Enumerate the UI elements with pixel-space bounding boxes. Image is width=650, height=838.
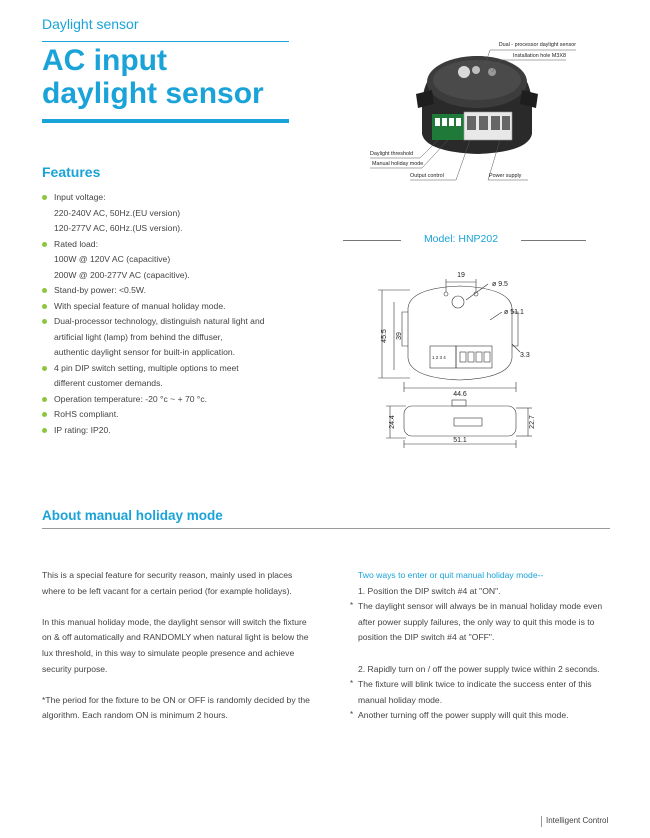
dim-51-1-bottom: 51.1 [453, 437, 467, 444]
instruction-note [350, 599, 620, 646]
sensor-window-icon [458, 66, 470, 78]
feature-text: IP rating: IP20. [54, 424, 111, 435]
holiday-paragraph: *The period for the fixture to be ON or OFF is randomly decided by the algorithm. Each random ON is minimum 2 hours. [42, 694, 310, 721]
features-list [42, 190, 302, 438]
footer-label: Intelligent Control [546, 816, 609, 825]
page-title-line-1: AC input [42, 44, 167, 77]
feature-text: authentic daylight sensor for built-in application. [54, 347, 236, 357]
feature-item [42, 423, 302, 439]
feature-text: 120-277V AC, 60Hz.(US version). [54, 223, 183, 233]
callout-output-control: Output control [410, 173, 444, 179]
title-underline [42, 119, 289, 123]
feature-text: Stand-by power: <0.5W. [54, 285, 146, 295]
holiday-description [42, 568, 314, 740]
bullet-icon [42, 397, 47, 402]
feature-item [42, 283, 302, 299]
feature-text: Dual-processor technology, distinguish natural light and [54, 316, 265, 326]
instruction-note [350, 677, 620, 708]
instruction-note-text: The fixture will blink twice to indicate the success enter of this manual holiday mode. [358, 679, 592, 705]
features-heading: Features [42, 164, 101, 180]
bullet-icon [42, 366, 47, 371]
feature-item [42, 190, 302, 237]
side-view-outline [404, 406, 516, 436]
feature-text: artificial light (lamp) from behind the diffuser, [54, 331, 223, 342]
callout-power-supply: Power supply [489, 173, 522, 179]
bullet-icon [42, 412, 47, 417]
holiday-heading: About manual holiday mode [42, 508, 223, 523]
feature-item [42, 392, 302, 408]
top-view-outline [408, 286, 512, 380]
dim-22-7: 22.7 [529, 415, 536, 429]
bullet-icon [42, 195, 47, 200]
holiday-paragraph: This is a special feature for security reason, mainly used in places where to be left vacant for a certain period (for example holidays). [42, 570, 293, 596]
feature-text: 200W @ 200-277V AC (capacitive). [54, 269, 190, 280]
dimension-drawing [370, 266, 550, 451]
page-title [42, 44, 302, 110]
dim-44-6: 44.6 [453, 391, 467, 398]
dim-51-1: ø 51.1 [504, 309, 524, 316]
note-asterisk: * [350, 710, 354, 720]
feature-text: different customer demands. [54, 378, 163, 388]
bullet-icon [42, 288, 47, 293]
feature-item [42, 299, 302, 315]
feature-text: With special feature of manual holiday mode. [54, 300, 226, 311]
feature-text: 4 pin DIP switch setting, multiple options to meet [54, 362, 239, 373]
feature-item [42, 237, 302, 284]
sensor-hole-icon [452, 296, 464, 308]
feature-text: 220-240V AC, 50Hz.(EU version) [54, 207, 181, 218]
bullet-icon [42, 319, 47, 324]
feature-text: Rated load: [54, 238, 98, 249]
callout-manual-holiday-mode: Manual holiday mode [372, 161, 424, 167]
feature-text: 100W @ 120V AC (capacitive) [54, 254, 171, 264]
instruction-note-text: The daylight sensor will always be in manual holiday mode even after power supply failures, the only way to quit this mode is to position the DIP switch #4 at "OFF". [358, 601, 603, 643]
feature-item [42, 361, 302, 392]
note-asterisk: * [350, 601, 354, 611]
feature-text: Input voltage: [54, 192, 106, 202]
dim-19: 19 [457, 272, 465, 279]
holiday-divider [42, 528, 610, 529]
footer-separator [541, 816, 542, 827]
category-label: Daylight sensor [42, 16, 139, 32]
instruction-note-text: Another turning off the power supply will quit this mode. [358, 710, 569, 721]
dim-24-4: 24.4 [389, 415, 396, 429]
dim-45-5: 45.5 [381, 329, 388, 343]
note-asterisk: * [350, 679, 354, 689]
dim-39: 39 [396, 332, 403, 340]
callout-dual-processor: Dual - processor daylight sensor [498, 42, 576, 48]
holiday-paragraph: In this manual holiday mode, the daylight sensor will switch the fixture on & off automatically and RANDOMLY when natural light is below the lux threshold, in this way to simulate people presence and achieve security purpose. [42, 616, 309, 674]
instruction-step-2: 2. Rapidly turn on / off the power supply twice within 2 seconds. [358, 663, 600, 674]
model-label: Model: HNP202 [423, 233, 499, 245]
product-photo [360, 34, 590, 194]
dim-9-5: ø 9.5 [492, 281, 508, 288]
dip-numbers: 1 2 3 4 [432, 355, 446, 360]
model-rule-left [343, 240, 401, 241]
callout-installation-hole: Installation hole M3X8 [512, 53, 566, 59]
bullet-icon [42, 428, 47, 433]
header-divider [42, 41, 289, 42]
holiday-instructions [350, 568, 620, 724]
bullet-icon [42, 242, 47, 247]
instructions-subheading: Two ways to enter or quit manual holiday mode-- [358, 570, 544, 580]
feature-text: Operation temperature: -20 °c ~ + 70 °c. [54, 393, 208, 404]
instruction-step-1: 1. Position the DIP switch #4 at "ON". [358, 585, 501, 596]
feature-item [42, 407, 302, 423]
feature-text: RoHS compliant. [54, 409, 119, 419]
instruction-note [350, 708, 620, 724]
callout-daylight-threshold: Daylight threshold [370, 151, 414, 157]
dim-3-3: 3.3 [520, 352, 530, 359]
dip-switch-block [432, 114, 464, 140]
bullet-icon [42, 304, 47, 309]
feature-item [42, 314, 302, 361]
model-rule-right [521, 240, 586, 241]
page-title-line-2: daylight sensor [42, 77, 264, 110]
